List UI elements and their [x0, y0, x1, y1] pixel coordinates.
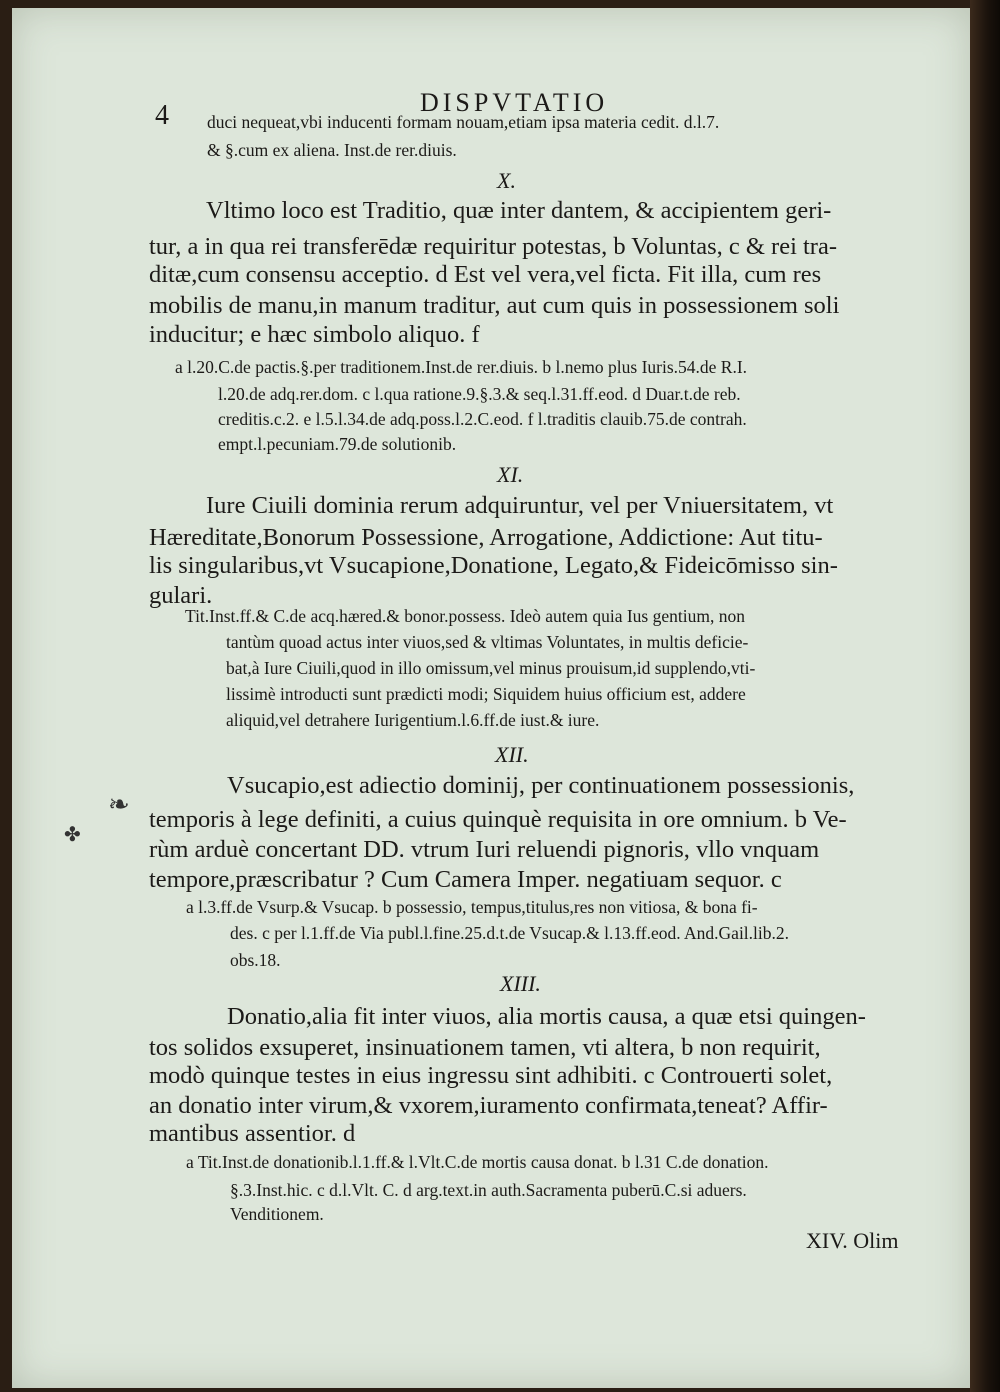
- text-line: ditæ,cum consensu acceptio. d Est vel vera,vel ficta. Fit illa, cum res: [149, 261, 822, 288]
- footnote-line: aliquid,vel detrahere Iurigentium.l.6.ff.de iust.& iure.: [226, 710, 600, 730]
- footnote-line: a l.20.C.de pactis.§.per traditionem.Inst.de rer.diuis. b l.nemo plus Iuris.54.de R.I.: [175, 357, 748, 377]
- book-page: [12, 8, 970, 1388]
- text-line: Donatio,alia fit inter viuos, alia mortis causa, a quæ etsi quingen-: [227, 1003, 866, 1030]
- footnote-line: l.20.de adq.rer.dom. c l.qua ratione.9.§.3.& seq.l.31.ff.eod. d Duar.t.de reb.: [218, 384, 741, 404]
- footnote-line: & §.cum ex aliena. Inst.de rer.diuis.: [207, 140, 457, 160]
- text-line: tos solidos exsuperet, insinuationem tamen, vti altera, b non requirit,: [149, 1034, 821, 1061]
- text-line: Vltimo loco est Traditio, quæ inter dantem, & accipientem geri-: [206, 197, 832, 224]
- footnote-line: lissimè introducti sunt prædicti modi; Siquidem huius officium est, addere: [226, 684, 746, 704]
- text-line: lis singularibus,vt Vsucapione,Donatione, Legato,& Fideicōmisso sin-: [149, 552, 838, 579]
- footnote-line: duci nequeat,vbi inducenti formam nouam,etiam ipsa materia cedit. d.l.7.: [207, 112, 720, 132]
- footnote-line: bat,à Iure Ciuili,quod in illo omissum,vel minus prouisum,id supplendo,vti-: [226, 658, 756, 678]
- text-line: Hæreditate,Bonorum Possessione, Arrogatione, Addictione: Aut titu-: [149, 524, 823, 551]
- text-line: Iure Ciuili dominia rerum adquiruntur, vel per Vniuersitatem, vt: [206, 492, 834, 519]
- footnote-line: des. c per l.1.ff.de Via publ.l.fine.25.d.t.de Vsucap.& l.13.ff.eod. And.Gail.lib.2.: [230, 923, 790, 943]
- footnote-line: empt.l.pecuniam.79.de solutionib.: [218, 434, 457, 454]
- section-number: X.: [497, 168, 516, 193]
- text-line: mantibus assentior. d: [149, 1120, 356, 1147]
- footnote-line: creditis.c.2. e l.5.l.34.de adq.poss.l.2.C.eod. f l.traditis clauib.75.de contrah.: [218, 409, 747, 429]
- section-number: XI.: [497, 462, 524, 487]
- ink-blot-mark: ❧: [108, 790, 130, 819]
- text-line: tur, a in qua rei transferēdæ requiritur potestas, b Voluntas, c & rei tra-: [149, 233, 837, 260]
- section-number: XIII.: [500, 971, 541, 996]
- footnote-line: tantùm quoad actus inter viuos,sed & vltimas Voluntates, in multis deficie-: [226, 632, 749, 652]
- footnote-line: Tit.Inst.ff.& C.de acq.hæred.& bonor.possess. Ideò autem quia Ius gentium, non: [185, 606, 745, 626]
- ink-blot-small: ✤: [64, 824, 81, 846]
- footnote-line: obs.18.: [230, 950, 281, 970]
- footnote-line: §.3.Inst.hic. c d.l.Vlt. C. d arg.text.in auth.Sacramenta puberū.C.si aduers.: [230, 1180, 747, 1200]
- section-number: XII.: [495, 742, 529, 767]
- running-head: DISPVTATIO: [420, 88, 609, 117]
- text-line: tempore,præscribatur ? Cum Camera Imper. negatiuam sequor. c: [149, 866, 782, 893]
- text-line: rùm arduè concertant DD. vtrum Iuri reluendi pignoris, vllo vnquam: [149, 836, 820, 863]
- catchword: XIV. Olim: [806, 1228, 899, 1253]
- page-number: 4: [155, 100, 169, 131]
- text-line: temporis à lege definiti, a cuius quinquè requisita in ore omnium. b Ve-: [149, 806, 847, 833]
- text-line: an donatio inter virum,& vxorem,iuramento confirmata,teneat? Affir-: [149, 1092, 828, 1119]
- text-line: modò quinque testes in eius ingressu sint adhibiti. c Controuerti solet,: [149, 1062, 833, 1089]
- footnote-line: Venditionem.: [230, 1204, 324, 1224]
- text-line: Vsucapio,est adiectio dominij, per continuationem possessionis,: [227, 772, 855, 799]
- text-line: inducitur; e hæc simbolo aliquo. f: [149, 321, 480, 348]
- text-line: mobilis de manu,in manum traditur, aut cum quis in possessionem soli: [149, 292, 840, 319]
- footnote-line: a l.3.ff.de Vsurp.& Vsucap. b possessio, tempus,titulus,res non vitiosa, & bona fi-: [186, 897, 758, 917]
- book-binding-shadow: [970, 0, 1000, 1392]
- footnote-line: a Tit.Inst.de donationib.l.1.ff.& l.Vlt.C.de mortis causa donat. b l.31 C.de donation.: [186, 1152, 769, 1172]
- text-line: gulari.: [149, 582, 213, 609]
